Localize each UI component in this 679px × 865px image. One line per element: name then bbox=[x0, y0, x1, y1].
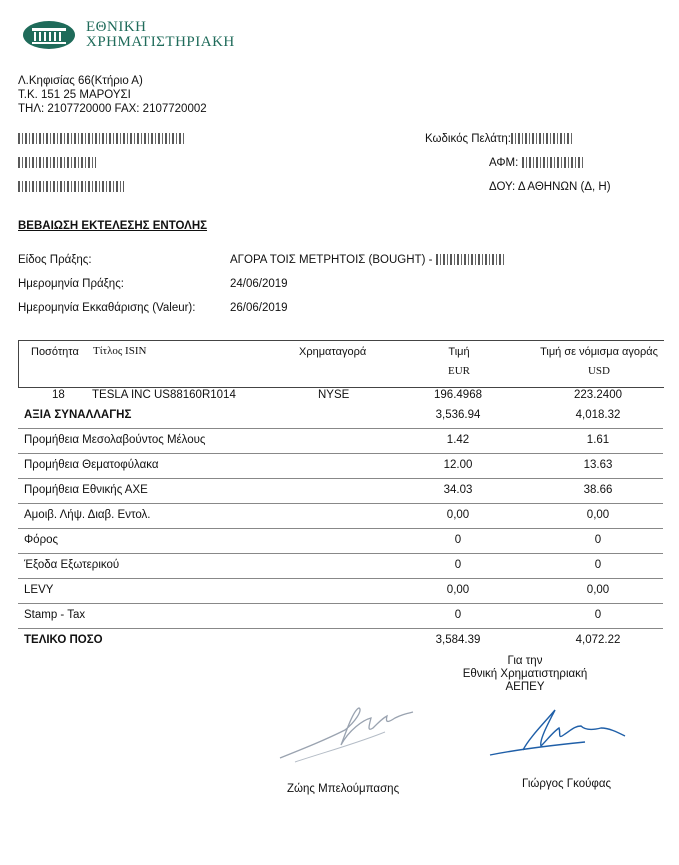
row-label: ΤΕΛΙΚΟ ΠΟΣΟ bbox=[24, 634, 103, 646]
row-label: ΑΞΙΑ ΣΥΝΑΛΛΑΓΗΣ bbox=[24, 409, 132, 421]
header-isin: Τίτλος ISIN bbox=[93, 345, 147, 357]
document-title: ΒΕΒΑΙΩΣΗ ΕΚΤΕΛΕΣΗΣ ΕΝΤΟΛΗΣ bbox=[18, 220, 208, 232]
afm-label: ΑΦΜ: bbox=[489, 157, 519, 169]
table-row bbox=[18, 454, 663, 479]
row-eur: 12.00 bbox=[443, 459, 473, 471]
row-label: Προμήθεια Εθνικής ΑΧΕ bbox=[24, 484, 148, 496]
trade-price: 196.4968 bbox=[434, 389, 482, 401]
signature-2 bbox=[485, 700, 635, 770]
header-qty: Ποσότητα bbox=[31, 346, 79, 358]
signer-name-1: Ζώης Μπελούμπασης bbox=[287, 783, 400, 795]
company-address bbox=[18, 74, 207, 116]
row-usd: 0 bbox=[594, 534, 602, 546]
row-eur: 34.03 bbox=[443, 484, 473, 496]
row-label: Stamp - Tax bbox=[24, 609, 86, 621]
table-row bbox=[18, 404, 663, 429]
row-usd: 0,00 bbox=[586, 584, 610, 596]
table-row bbox=[18, 579, 663, 604]
client-info bbox=[18, 127, 186, 199]
table-header bbox=[18, 340, 664, 388]
row-label: Προμήθεια Θεματοφύλακα bbox=[24, 459, 159, 471]
settle-date-label: Ημερομηνία Εκκαθάρισης (Valeur): bbox=[18, 302, 196, 314]
row-label: LEVY bbox=[24, 584, 54, 596]
row-eur: 0,00 bbox=[446, 584, 470, 596]
redacted-client-name bbox=[18, 133, 186, 144]
redacted-client-line bbox=[18, 157, 96, 168]
signature-1 bbox=[275, 700, 425, 770]
trade-price-usd: 223.2400 bbox=[574, 389, 622, 401]
row-label: Προμήθεια Μεσολαβούντος Μέλους bbox=[24, 434, 206, 446]
doy-value: Δ ΑΘΗΝΩΝ (Δ, Η) bbox=[517, 181, 611, 193]
row-usd: 1.61 bbox=[586, 434, 610, 446]
header-price: Τιμή bbox=[448, 346, 470, 358]
on-behalf-line: ΑΕΠΕΥ bbox=[505, 681, 545, 693]
trade-type-label: Είδος Πράξης: bbox=[18, 254, 92, 266]
trade-type-value: ΑΓΟΡΑ ΤΟΙΣ ΜΕΤΡΗΤΟΙΣ (BOUGHT) - bbox=[230, 254, 433, 266]
row-usd: 4,072.22 bbox=[575, 634, 621, 646]
row-usd: 0,00 bbox=[586, 509, 610, 521]
row-usd: 0 bbox=[594, 609, 602, 621]
redacted-client-code bbox=[511, 133, 573, 144]
table-row bbox=[18, 429, 663, 454]
header-market-currency: USD bbox=[587, 365, 610, 377]
on-behalf-line: Για την bbox=[507, 655, 543, 667]
client-codes bbox=[425, 127, 611, 199]
header-price-currency: EUR bbox=[448, 365, 470, 377]
client-code-label: Κωδικός Πελάτη: bbox=[425, 133, 511, 145]
logo-line1: ΕΘΝΙΚΗ bbox=[86, 19, 147, 35]
address-line: ΤΗΛ: 2107720000 FAX: 2107720002 bbox=[18, 103, 207, 115]
bank-building-icon bbox=[22, 20, 77, 50]
address-line: Τ.Κ. 151 25 ΜΑΡΟΥΣΙ bbox=[18, 89, 131, 101]
row-eur: 1.42 bbox=[446, 434, 470, 446]
table-row bbox=[18, 554, 663, 579]
address-line: Λ.Κηφισίας 66(Κτήριο Α) bbox=[18, 75, 143, 87]
row-eur: 0 bbox=[454, 559, 462, 571]
header-market: Χρηματαγορά bbox=[299, 346, 367, 358]
header-market-price: Τιμή σε νόμισμα αγοράς bbox=[540, 346, 658, 358]
table-row bbox=[18, 479, 663, 504]
trade-title: TESLA INC US88160R1014 bbox=[92, 389, 236, 401]
row-label: Έξοδα Εξωτερικού bbox=[24, 559, 120, 571]
trade-market: NYSE bbox=[318, 389, 350, 401]
redacted-afm bbox=[522, 157, 584, 168]
settle-date-value: 26/06/2019 bbox=[230, 302, 288, 314]
row-usd: 4,018.32 bbox=[575, 409, 621, 421]
doy-label: ΔΟΥ: bbox=[489, 181, 516, 193]
table-row bbox=[18, 529, 663, 554]
table-row bbox=[18, 604, 663, 629]
row-eur: 3,584.39 bbox=[435, 634, 481, 646]
logo-line2: ΧΡΗΜΑΤΙΣΤΗΡΙΑΚΗ bbox=[86, 34, 235, 50]
redacted-client-line bbox=[18, 181, 124, 192]
row-eur: 0 bbox=[454, 534, 462, 546]
row-usd: 0 bbox=[594, 559, 602, 571]
row-eur: 3,536.94 bbox=[435, 409, 481, 421]
trade-date-value: 24/06/2019 bbox=[230, 278, 288, 290]
trade-date-label: Ημερομηνία Πράξης: bbox=[18, 278, 124, 290]
trade-meta-values bbox=[230, 248, 506, 320]
trade-qty: 18 bbox=[52, 389, 65, 401]
row-usd: 13.63 bbox=[583, 459, 613, 471]
on-behalf-of bbox=[440, 655, 610, 694]
table-row-total bbox=[18, 629, 663, 653]
row-label: Φόρος bbox=[24, 534, 59, 546]
row-eur: 0,00 bbox=[446, 509, 470, 521]
trade-meta-labels bbox=[18, 248, 195, 320]
row-eur: 0 bbox=[454, 609, 462, 621]
table-row bbox=[18, 504, 663, 529]
row-label: Αμοιβ. Λήψ. Διαβ. Εντολ. bbox=[24, 509, 151, 521]
row-usd: 38.66 bbox=[583, 484, 613, 496]
redacted-account bbox=[436, 254, 506, 265]
signer-name-2: Γιώργος Γκούφας bbox=[522, 778, 612, 790]
on-behalf-line: Εθνική Χρηματιστηριακή bbox=[462, 668, 588, 680]
